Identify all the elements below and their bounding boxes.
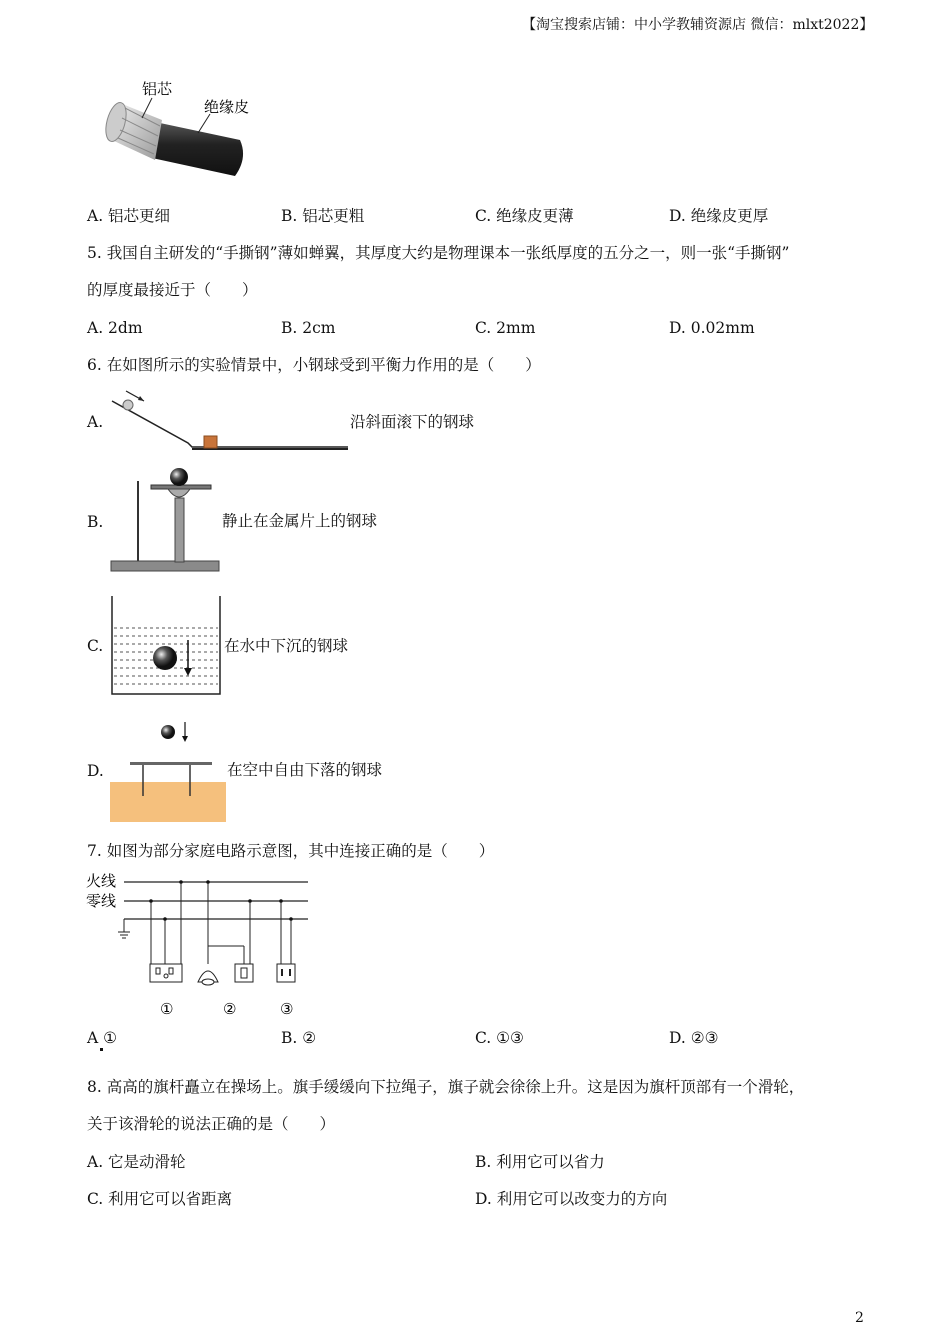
- q5-option-c: C. 2mm: [475, 319, 536, 337]
- stray-dot: [100, 1048, 103, 1051]
- q7-option-d: D. ②③: [669, 1029, 719, 1047]
- free-fall-figure: [108, 718, 230, 824]
- device-label-1: ①: [160, 1000, 174, 1018]
- q4-option-a: A. 铝芯更细: [87, 207, 171, 225]
- page-number: 2: [855, 1310, 864, 1326]
- q6-option-b-letter: B.: [87, 513, 104, 531]
- q8-option-a: A. 它是动滑轮: [87, 1153, 186, 1171]
- label-aluminum-core: 铝芯: [142, 80, 173, 98]
- q8-option-d: D. 利用它可以改变力的方向: [475, 1190, 668, 1208]
- q5-option-d: D. 0.02mm: [669, 319, 755, 337]
- q8-stem-line2: 关于该滑轮的说法正确的是（ ）: [87, 1115, 336, 1133]
- q5-stem-line1: 5. 我国自主研发的“手撕钢”薄如蝉翼，其厚度大约是物理课本一张纸厚度的五分之一，则一张“手撕钢”: [87, 244, 790, 262]
- q5-stem-line2: 的厚度最接近于（ ）: [87, 281, 258, 299]
- metal-plate-stand-figure: [108, 463, 223, 575]
- q5-option-a: A. 2dm: [87, 319, 143, 337]
- q7-option-a: A ①: [87, 1029, 118, 1047]
- q6-option-a-caption: 沿斜面滚下的钢球: [350, 413, 475, 431]
- q4-option-d: D. 绝缘皮更厚: [669, 207, 769, 225]
- water-beaker-figure: [108, 594, 224, 698]
- q7-stem: 7. 如图为部分家庭电路示意图，其中连接正确的是（ ）: [87, 842, 495, 860]
- q4-option-c: C. 绝缘皮更薄: [475, 207, 574, 225]
- q8-stem-line1: 8. 高高的旗杆矗立在操场上。旗手缓缓向下拉绳子，旗子就会徐徐上升。这是因为旗杆顶部有一个滑轮，: [87, 1078, 805, 1096]
- household-circuit-figure: [84, 868, 314, 1020]
- q6-option-d-caption: 在空中自由下落的钢球: [227, 761, 383, 779]
- label-insulation: 绝缘皮: [204, 98, 250, 116]
- q7-option-c: C. ①③: [475, 1029, 524, 1047]
- q6-option-c-caption: 在水中下沉的钢球: [224, 637, 349, 655]
- q6-option-b-caption: 静止在金属片上的钢球: [222, 512, 378, 530]
- wire-label-live: 火线: [86, 872, 117, 890]
- q8-option-b: B. 利用它可以省力: [475, 1153, 605, 1171]
- device-label-3: ③: [280, 1000, 294, 1018]
- q6-stem: 6. 在如图所示的实验情景中，小钢球受到平衡力作用的是（ ）: [87, 356, 541, 374]
- q6-option-d-letter: D.: [87, 762, 104, 780]
- q5-option-b: B. 2cm: [281, 319, 336, 337]
- page-header: 【淘宝搜索店铺：中小学教辅资源店 微信：mlxt2022】: [522, 17, 874, 33]
- incline-ramp-figure: [108, 385, 353, 457]
- device-label-2: ②: [223, 1000, 237, 1018]
- q8-option-c: C. 利用它可以省距离: [87, 1190, 233, 1208]
- q4-option-b: B. 铝芯更粗: [281, 207, 365, 225]
- wire-label-neutral: 零线: [86, 892, 117, 910]
- cable-figure: [100, 78, 260, 188]
- q6-option-a-letter: A.: [87, 413, 104, 431]
- q7-option-b: B. ②: [281, 1029, 317, 1047]
- q6-option-c-letter: C.: [87, 637, 104, 655]
